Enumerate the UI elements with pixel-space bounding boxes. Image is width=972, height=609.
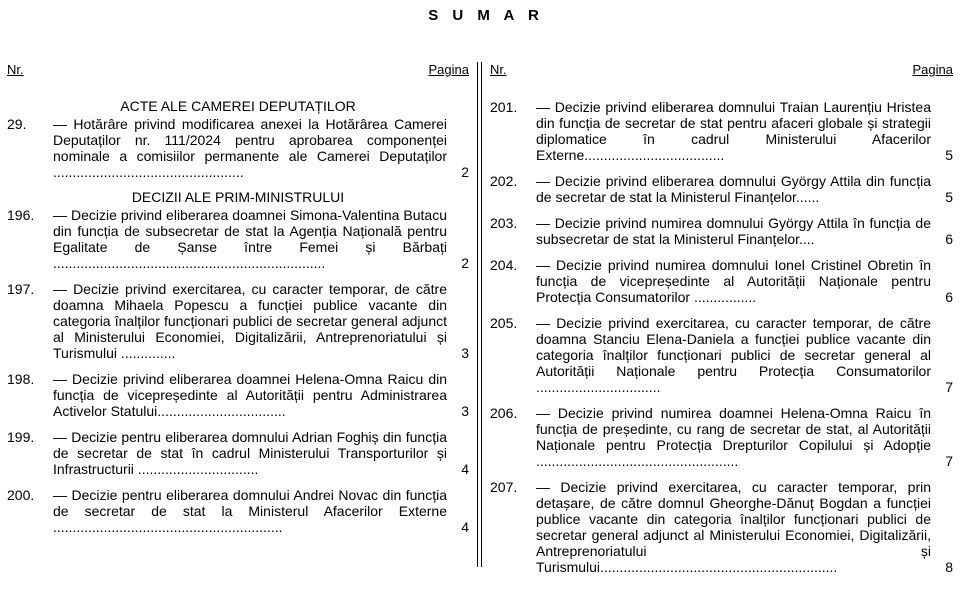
toc-entry[interactable]	[490, 479, 953, 575]
section-heading-pm: DECIZII ALE PRIM-MINISTRULUI	[131, 189, 345, 205]
entry-number: 204.	[490, 257, 518, 273]
entry-text: — Decizie privind eliberarea domnului György Attila din funcția de secretar de stat la Ministerul Finanțelor......	[536, 173, 931, 205]
left-column	[7, 62, 469, 535]
entry-page: 4	[461, 519, 469, 535]
right-column	[490, 62, 953, 575]
entry-page: 7	[945, 453, 953, 469]
entry-number: 206.	[490, 405, 518, 421]
toc-entry[interactable]	[7, 207, 469, 271]
page-title: S U M A R	[428, 7, 544, 24]
entry-number: 199.	[7, 429, 35, 445]
entry-page: 3	[461, 403, 469, 419]
page-header: Pagina	[912, 62, 953, 77]
entry-text: — Decizie pentru eliberarea domnului Adrian Foghiș din funcția de secretar de stat în cadrul Ministerului Transporturilor și Infrastructurii ...............................	[53, 429, 447, 477]
entry-text: — Decizie privind numirea domnului György Attila în funcția de subsecretar de stat la Ministerul Finanțelor....	[536, 215, 931, 247]
toc-entry[interactable]	[490, 315, 953, 395]
entry-number: 197.	[7, 281, 35, 297]
entry-page: 6	[945, 231, 953, 247]
entry-number: 200.	[7, 487, 35, 503]
toc-entry[interactable]	[7, 371, 469, 419]
entry-text: — Decizie privind eliberarea doamnei Simona-Valentina Butacu din funcția de subsecretar de stat la Agenția Națională pentru Egalitate de Șanse între Femei și Bărbați ......................................................................	[53, 207, 447, 271]
entry-number: 198.	[7, 371, 35, 387]
entry-text: — Decizie privind exercitarea, cu caracter temporar, prin detașare, de către domnul Gheorghe-Dănuț Bogdan a funcției publice vacante din categoria înalților funcționari publici de secretar general adjunct al Ministerului Economiei, Digitalizării, Antreprenoriatului și Turismului.............................................................	[536, 479, 931, 575]
entry-number: 29.	[7, 116, 27, 132]
entry-page: 5	[945, 189, 953, 205]
entry-text: — Decizie privind numirea doamnei Helena-Omna Raicu în funcția de președinte, cu rang de secretar de stat, al Autorității Naționale pentru Protecția Drepturilor Copilului și Adopție ....................................................	[536, 405, 931, 469]
nr-header: Nr.	[490, 62, 507, 77]
entry-number: 202.	[490, 173, 518, 189]
toc-entry[interactable]	[490, 257, 953, 305]
section-heading-chamber: ACTE ALE CAMEREI DEPUTAȚILOR	[120, 98, 356, 114]
toc-entry[interactable]	[490, 405, 953, 469]
toc-entry[interactable]	[490, 215, 953, 247]
entry-number: 207.	[490, 479, 518, 495]
entry-text: — Decizie privind eliberarea domnului Traian Laurențiu Hristea din funcția de secretar de stat pentru afaceri globale și strategii diplomatice în cadrul Ministerului Afacerilor Externe....................................	[536, 99, 931, 163]
entry-number: 201.	[490, 99, 518, 115]
entry-page: 2	[461, 164, 469, 180]
entry-page: 6	[945, 289, 953, 305]
entry-page: 2	[461, 255, 469, 271]
toc-entry[interactable]	[7, 281, 469, 361]
entry-text: — Decizie privind eliberarea doamnei Helena-Omna Raicu din funcția de vicepreședinte al Autorității pentru Administrarea Activelor Statului.................................	[53, 371, 447, 419]
toc-entry[interactable]	[7, 429, 469, 477]
entry-text: — Decizie privind exercitarea, cu caracter temporar, de către doamna Stanciu Elena-Daniela a funcției publice vacante din categoria înalților funcționari publici de secretar general al Autorității Naționale pentru Protecția Consumatorilor ................................	[536, 315, 931, 395]
entry-page: 3	[461, 345, 469, 361]
column-header	[490, 62, 953, 82]
page-header: Pagina	[428, 62, 469, 77]
entry-text: — Decizie privind numirea domnului Ionel Cristinel Obretin în funcția de vicepreședinte al Autorității Naționale pentru Protecția Consumatorilor ................	[536, 257, 931, 305]
toc-entry[interactable]	[490, 99, 953, 163]
toc-entry[interactable]	[490, 173, 953, 205]
nr-header: Nr.	[7, 62, 24, 77]
entry-page: 7	[945, 379, 953, 395]
entry-text: — Decizie pentru eliberarea domnului Andrei Novac din funcția de secretar de stat la Ministerul Afacerilor Externe ...........................................................	[53, 487, 447, 535]
entry-number: 203.	[490, 215, 518, 231]
column-header	[7, 62, 469, 82]
entry-page: 4	[461, 461, 469, 477]
toc-entry[interactable]	[7, 487, 469, 535]
toc-entry[interactable]	[7, 116, 469, 180]
column-divider	[477, 62, 482, 567]
entry-number: 196.	[7, 207, 35, 223]
entry-number: 205.	[490, 315, 518, 331]
entry-text: — Decizie privind exercitarea, cu caracter temporar, de către doamna Mihaela Popescu a funcției publice vacante din categoria înalților funcționari publici de secretar general adjunct al Ministerului Economiei, Digitalizării, Antreprenoriatului și Turismului ..............	[53, 281, 447, 361]
entry-page: 5	[945, 147, 953, 163]
entry-text: — Hotărâre privind modificarea anexei la Hotărârea Camerei Deputaților nr. 111/2024 pentru aprobarea componenței nominale a comisiilor permanente ale Camerei Deputaților .................................................	[53, 116, 447, 180]
entry-page: 8	[945, 559, 953, 575]
